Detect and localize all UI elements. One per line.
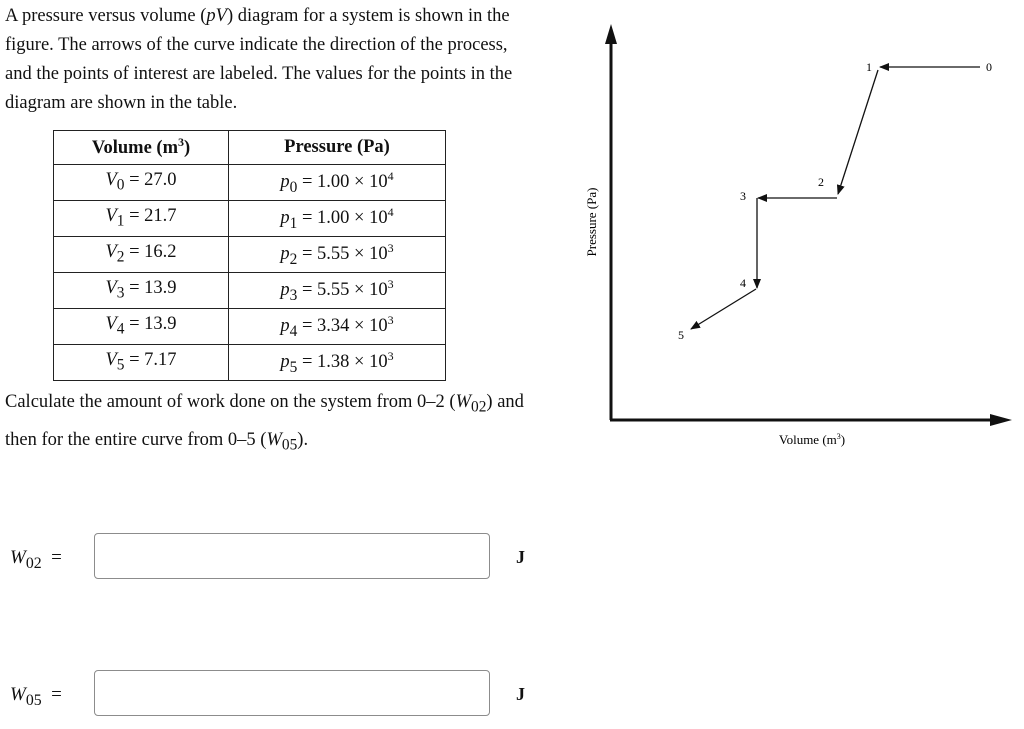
pv-values-table xyxy=(53,130,446,381)
answer-row-w05 xyxy=(0,670,540,720)
table-row xyxy=(54,237,446,273)
volume-cell: $V_5 = 7.17$ xyxy=(54,345,229,381)
question-text: Calculate the amount of work done on the system from 0–2 $(W_{02})$ and then for the entire curve from 0–5 $(W_{05})$. xyxy=(5,392,524,454)
x-axis-label: Volume $(m^3)$ xyxy=(778,432,846,447)
table-row xyxy=(54,273,446,309)
volume-cell: $V_0 = 27.0$ xyxy=(54,165,229,201)
w02-unit: J xyxy=(516,547,525,567)
point-label-5: 5 xyxy=(678,328,684,342)
w05-unit: J xyxy=(516,684,525,704)
x-axis-arrow-icon xyxy=(990,414,1012,426)
point-label-2: 2 xyxy=(818,175,824,189)
pv-diagram xyxy=(575,20,1015,460)
y-axis-label: Pressure (Pa) xyxy=(584,187,599,257)
volume-header: Volume $(m^3)$ xyxy=(54,131,229,165)
table-row xyxy=(54,309,446,345)
pressure-cell: $p_3 = 5.55 \times 10^3$ xyxy=(229,273,446,309)
table-row xyxy=(54,345,446,381)
answer-row-w02 xyxy=(0,533,540,583)
point-label-1: 1 xyxy=(866,60,872,74)
point-label-4: 4 xyxy=(740,276,746,290)
w02-label: $W_{02}$ = xyxy=(10,547,62,572)
pressure-cell: $p_0 = 1.00 \times 10^4$ xyxy=(229,165,446,201)
volume-cell: $V_2 = 16.2$ xyxy=(54,237,229,273)
pressure-cell: $p_1 = 1.00 \times 10^4$ xyxy=(229,201,446,237)
table-row xyxy=(54,201,446,237)
problem-intro: A pressure versus volume (pV) diagram for a system is shown in the figure. The arrows of the curve indicate the direction of the process, and the points of interest are labeled. The values for the points in the diagram are shown in the table. xyxy=(5,6,513,113)
pressure-cell: $p_4 = 3.34 \times 10^3$ xyxy=(229,309,446,345)
pressure-header: Pressure (Pa) xyxy=(229,131,446,165)
point-label-3: 3 xyxy=(740,189,746,203)
point-label-0: 0 xyxy=(986,60,992,74)
segment-1-2 xyxy=(838,70,878,194)
volume-cell: $V_4 = 13.9$ xyxy=(54,309,229,345)
volume-cell: $V_1 = 21.7$ xyxy=(54,201,229,237)
pressure-cell: $p_2 = 5.55 \times 10^3$ xyxy=(229,237,446,273)
table-row xyxy=(54,165,446,201)
w05-label: $W_{05}$ = xyxy=(10,684,62,709)
volume-cell: $V_3 = 13.9$ xyxy=(54,273,229,309)
w05-answer-input[interactable] xyxy=(94,670,490,716)
w02-answer-input[interactable] xyxy=(94,533,490,579)
y-axis-arrow-icon xyxy=(605,24,617,44)
segment-4-5 xyxy=(691,289,756,329)
table-header-row xyxy=(54,131,446,165)
pressure-cell: $p_5 = 1.38 \times 10^3$ xyxy=(229,345,446,381)
